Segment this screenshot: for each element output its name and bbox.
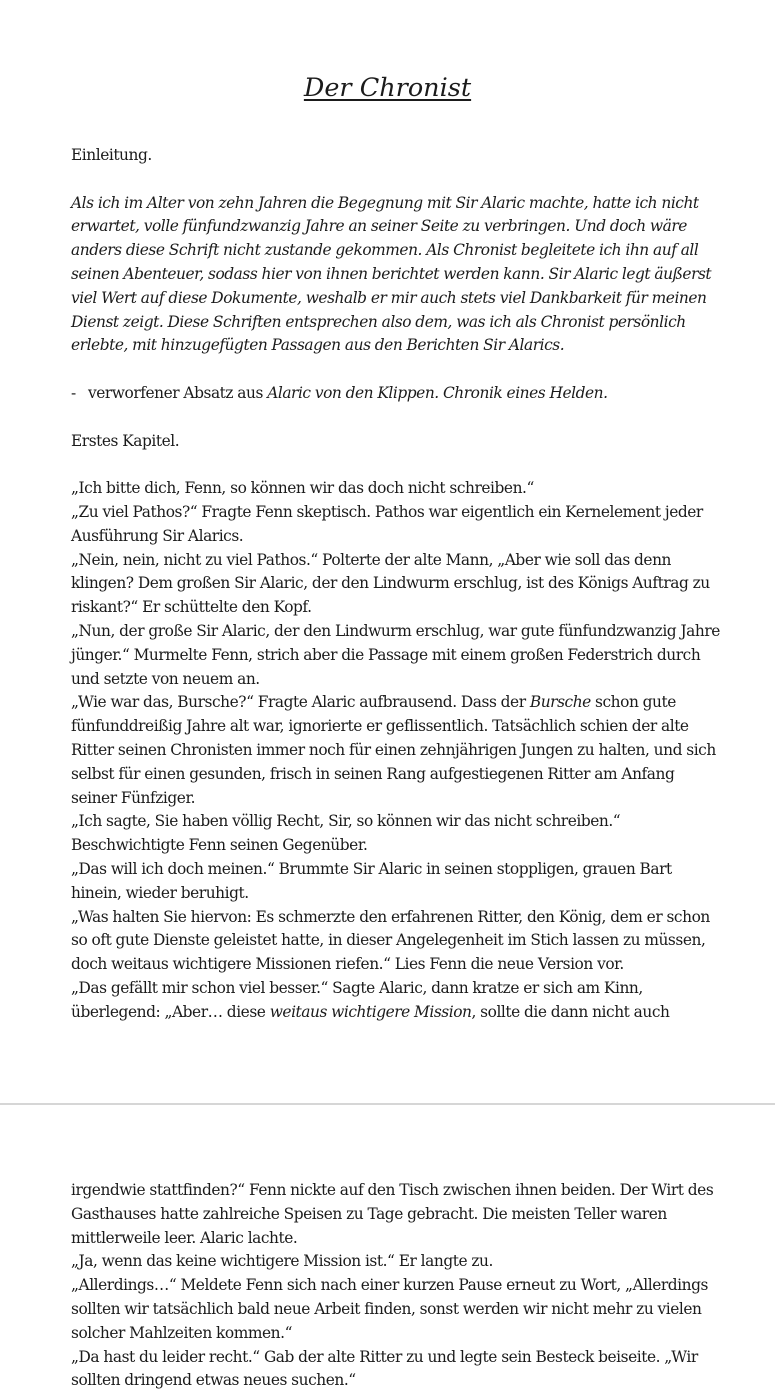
italic-phrase: weitaus wichtigere Mission xyxy=(269,1002,472,1021)
document-title: Der Chronist xyxy=(303,73,472,103)
text-run: schon gute fünfunddreißig Jahre alt war, ignorierte er geflissentlich. Tatsächlich schien der alte Ritter seinen Chronisten immer noch für einen zehnjährigen Jungen zu halten, und sich selbst für einen gesunden, frisch in seinen Rang aufgestiegenen Ritter am Anfang seiner Fünfziger. xyxy=(71,693,716,807)
dialogue-paragraph: „Nun, der große Sir Alaric, der den Lindwurm erschlug, war gute fünfundzwanzig Jahre jünger.“ Murmelte Fenn, strich aber die Passage mit einem großen Federstrich durch und setzte von neuem an. xyxy=(71,621,720,688)
text-run: , sollte die dann nicht auch xyxy=(471,1002,670,1021)
dialogue-paragraph: „Ich sagte, Sie haben völlig Recht, Sir, so können wir das nicht schreiben.“ Beschwichtigte Fenn seinen Gegenüber. xyxy=(71,812,621,855)
spacer xyxy=(71,406,721,430)
dialogue-paragraph: „Ich bitte dich, Fenn, so können wir das doch nicht schreiben.“ xyxy=(71,479,534,498)
dialogue-paragraph: „Zu viel Pathos?“ Fragte Fenn skeptisch. Pathos war eigentlich ein Kernelement jeder Ausführung Sir Alarics. xyxy=(71,502,703,545)
intro-heading: Einleitung. xyxy=(71,146,152,164)
dialogue-paragraph: irgendwie stattfinden?“ Fenn nickte auf den Tisch zwischen ihnen beiden. Der Wirt des Gasthauses hatte zahlreiche Speisen zu Tage gebracht. Die meisten Teller waren mittlerweile leer. Alaric lachte. xyxy=(71,1181,714,1247)
text-run: „Das gefällt mir schon viel besser.“ Sagte Alaric, dann kratze er sich am Kinn, überlegend: „Aber… diese xyxy=(71,978,643,1021)
dialogue-paragraph xyxy=(71,977,721,1025)
italic-word: Bursche xyxy=(529,693,591,712)
bullet-dash: - xyxy=(71,383,76,402)
text-run: „Wie war das, Bursche?“ Fragte Alaric aufbrausend. Dass der xyxy=(71,693,530,712)
bullet-item xyxy=(71,382,721,406)
dialogue-paragraph xyxy=(71,691,721,810)
page-1-body xyxy=(71,144,721,1024)
spacer xyxy=(71,358,721,382)
dialogue-paragraph: „Das will ich doch meinen.“ Brummte Sir Alaric in seinen stoppligen, grauen Bart hinein, wieder beruhigt. xyxy=(71,859,672,902)
spacer xyxy=(71,168,721,192)
dialogue-paragraph: „Da hast du leider recht.“ Gab der alte Ritter zu und legte sein Besteck beiseite. „Wir sollten dringend etwas neues suchen.“ xyxy=(71,1347,698,1390)
spacer xyxy=(71,453,721,477)
document-page-2 xyxy=(0,1105,775,1400)
bullet-text: verworfener Absatz aus xyxy=(88,383,268,402)
bullet-italic-title: Alaric von den Klippen. Chronik eines Helden. xyxy=(267,383,608,402)
page-2-body xyxy=(71,1179,721,1393)
chapter-heading: Erstes Kapitel. xyxy=(71,431,180,450)
dialogue-paragraph: „Ja, wenn das keine wichtigere Mission ist.“ Er langte zu. xyxy=(71,1252,493,1271)
dialogue-paragraph: „Nein, nein, nicht zu viel Pathos.“ Polterte der alte Mann, „Aber wie soll das denn klingen? Dem großen Sir Alaric, der den Lindwurm erschlug, ist des Königs Auftrag zu riskant?“ Er schüttelte den Kopf. xyxy=(71,550,710,617)
dialogue-paragraph: „Was halten Sie hiervon: Es schmerzte den erfahrenen Ritter, den König, dem er schon so oft gute Dienste geleistet hatte, in dieser Angelegenheit im Stich lassen zu müssen, doch weitaus wichtigere Missionen riefen.“ Lies Fenn die neue Version vor. xyxy=(71,907,710,974)
dialogue-paragraph: „Allerdings…“ Meldete Fenn sich nach einer kurzen Pause erneut zu Wort, „Allerdings sollten wir tatsächlich bald neue Arbeit finden, sonst werden wir nicht mehr zu vielen solcher Mahlzeiten kommen.“ xyxy=(71,1276,708,1342)
intro-paragraph: Als ich im Alter von zehn Jahren die Begegnung mit Sir Alaric machte, hatte ich nicht erwartet, volle fünfundzwanzig Jahre an seiner Seite zu verbringen. Und doch wäre anders diese Schrift nicht zustande gekommen. Als Chronist begleitete ich ihn auf all seinen Abenteuer, sodass hier von ihnen berichtet werden kann. Sir Alaric legt äußerst viel Wert auf diese Dokumente, weshalb er mir auch stets viel Dankbarkeit für meinen Dienst zeigt. Diese Schriften entsprechen also dem, was ich als Chronist persönlich erlebte, mit hinzugefügten Passagen aus den Berichten Sir Alarics. xyxy=(71,193,712,355)
